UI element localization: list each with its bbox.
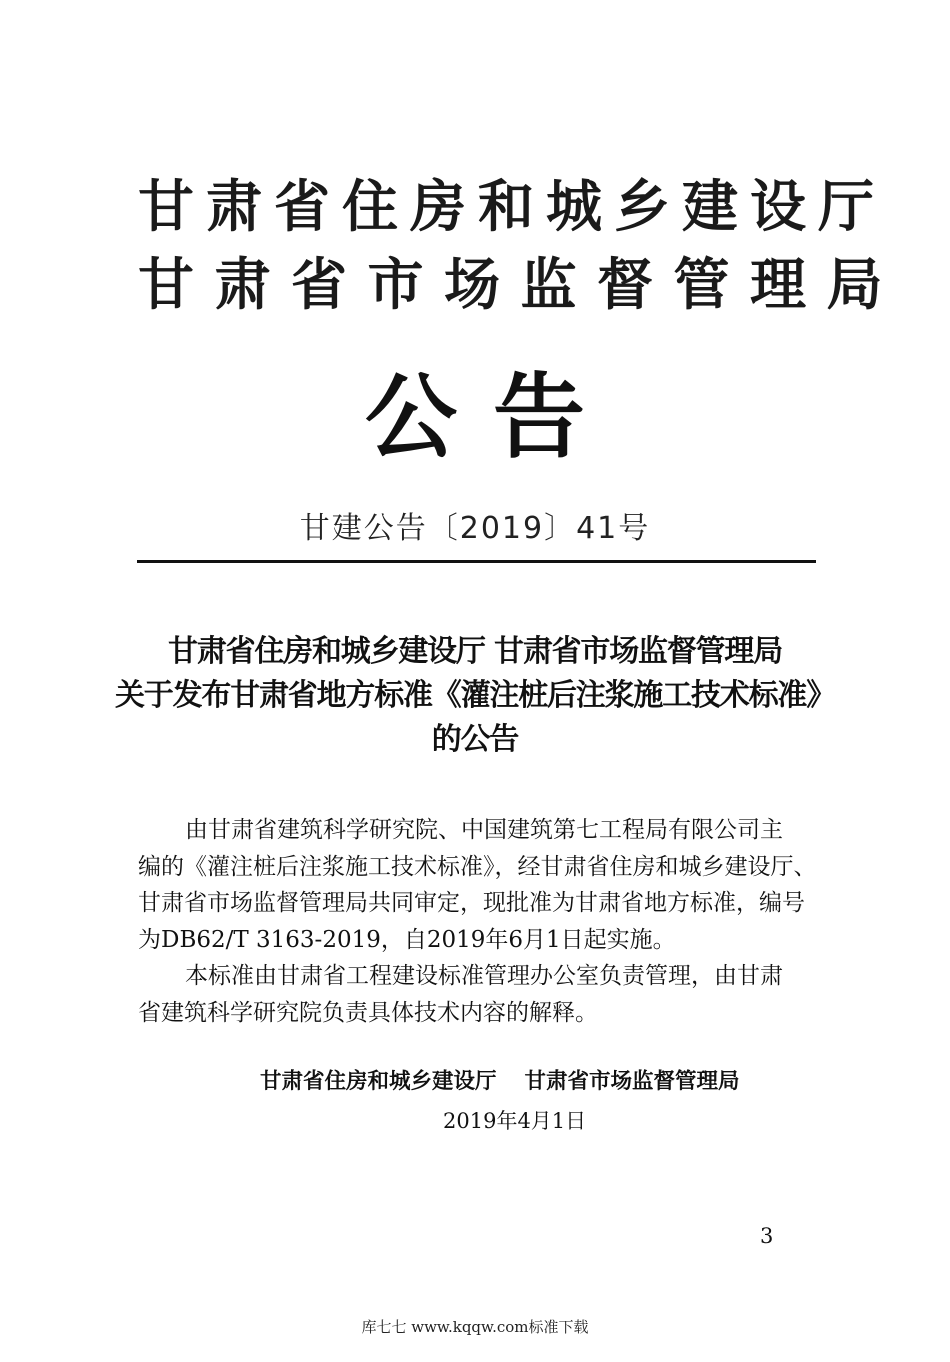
- signature-date: 2019年4月1日: [443, 1109, 587, 1133]
- title-line-2: 关于发布甘肃省地方标准《灌注桩后注浆施工技术标准》: [115, 678, 835, 713]
- body-line: 为DB62/T 3163-2019，自2019年6月1日起实施。: [138, 926, 676, 953]
- body-line: 由甘肃省建筑科学研究院、中国建筑第七工程局有限公司主: [185, 817, 783, 843]
- announcement-title: [0, 630, 950, 762]
- header-divider: [137, 560, 816, 563]
- signature-issuer-1: 甘肃省住房和城乡建设厅: [260, 1069, 497, 1094]
- issuer-line-2: 甘肃省市场监督管理局: [138, 253, 903, 318]
- issuer-line-1: 甘肃省住房和城乡建设厅: [138, 175, 886, 240]
- body-paragraph-2: [138, 958, 818, 1031]
- body-line: 甘肃省市场监督管理局共同审定，现批准为甘肃省地方标准，编号: [138, 890, 805, 916]
- download-watermark: 库七七 www.kqqw.com标准下载: [361, 1318, 589, 1336]
- page-number: 3: [760, 1224, 774, 1248]
- body-line: 本标准由甘肃省工程建设标准管理办公室负责管理，由甘肃: [185, 963, 783, 989]
- body-paragraph-1: [138, 812, 818, 958]
- title-line-3: 的公告: [431, 722, 519, 757]
- body-line: 编的《灌注桩后注浆施工技术标准》，经甘肃省住房和城乡建设厅、: [138, 853, 817, 880]
- title-line-1: 甘肃省住房和城乡建设厅 甘肃省市场监督管理局: [167, 634, 783, 669]
- document-kind-heading: 公告: [364, 364, 621, 471]
- signature-issuer-2: 甘肃省市场监督管理局: [524, 1069, 740, 1094]
- document-number: 甘建公告〔2019〕41号: [299, 511, 651, 546]
- signature-block: [260, 1071, 740, 1093]
- announcement-body: [138, 812, 818, 1031]
- body-line: 省建筑科学研究院负责具体技术内容的解释。: [138, 999, 598, 1026]
